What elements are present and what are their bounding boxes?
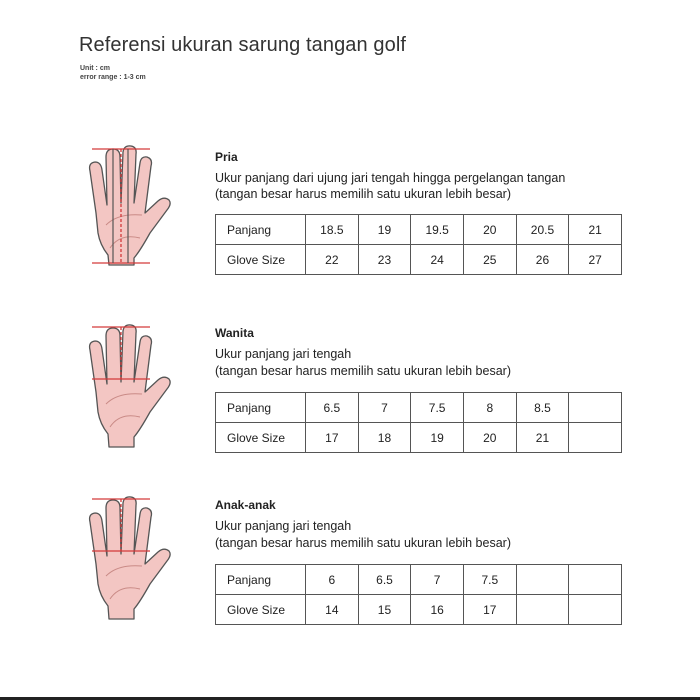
error-range-note: error range : 1-3 cm	[80, 74, 146, 81]
table-cell: 20	[463, 423, 516, 453]
size-table	[215, 564, 622, 625]
table-cell: 19	[411, 423, 464, 453]
table-cell: 19	[358, 215, 411, 245]
table-cell: 8.5	[516, 393, 569, 423]
table-cell: 18.5	[306, 215, 359, 245]
row-label: Panjang	[216, 565, 306, 595]
table-cell: 7	[358, 393, 411, 423]
table-cell	[569, 565, 622, 595]
section-desc-line-1: Ukur panjang dari ujung jari tengah hingga pergelangan tangan	[215, 171, 566, 185]
table-cell	[516, 565, 569, 595]
row-label: Panjang	[216, 393, 306, 423]
row-label: Panjang	[216, 215, 306, 245]
row-label: Glove Size	[216, 595, 306, 625]
table-row-panjang	[216, 393, 622, 423]
table-row-glove-size	[216, 245, 622, 275]
hand-measure-finger-icon	[70, 322, 180, 452]
table-cell: 26	[516, 245, 569, 275]
section-desc-line-1: Ukur panjang jari tengah	[215, 347, 352, 361]
table-row-glove-size	[216, 423, 622, 453]
section-desc-line-2: (tangan besar harus memilih satu ukuran lebih besar)	[215, 364, 511, 378]
table-cell	[569, 423, 622, 453]
table-cell: 23	[358, 245, 411, 275]
table-cell: 15	[358, 595, 411, 625]
row-label: Glove Size	[216, 245, 306, 275]
table-cell: 19.5	[411, 215, 464, 245]
section-title: Anak-anak	[215, 498, 276, 512]
table-cell: 16	[411, 595, 464, 625]
section-title: Wanita	[215, 326, 254, 340]
size-table	[215, 392, 622, 453]
table-cell: 6.5	[306, 393, 359, 423]
table-cell: 8	[463, 393, 516, 423]
table-cell	[569, 393, 622, 423]
hand-measure-finger-icon	[70, 494, 180, 624]
unit-note: Unit : cm	[80, 65, 110, 72]
hand-measure-full-length-icon	[70, 143, 180, 273]
table-row-glove-size	[216, 595, 622, 625]
page-title: Referensi ukuran sarung tangan golf	[79, 34, 407, 56]
table-row-panjang	[216, 565, 622, 595]
table-cell: 6.5	[358, 565, 411, 595]
table-cell: 24	[411, 245, 464, 275]
table-row-panjang	[216, 215, 622, 245]
section-desc-line-2: (tangan besar harus memilih satu ukuran lebih besar)	[215, 536, 511, 550]
table-cell: 17	[306, 423, 359, 453]
section-desc-line-2: (tangan besar harus memilih satu ukuran lebih besar)	[215, 187, 511, 201]
row-label: Glove Size	[216, 423, 306, 453]
table-cell: 27	[569, 245, 622, 275]
size-table	[215, 214, 622, 275]
table-cell: 21	[516, 423, 569, 453]
table-cell: 22	[306, 245, 359, 275]
table-cell: 21	[569, 215, 622, 245]
table-cell	[569, 595, 622, 625]
table-cell	[516, 595, 569, 625]
table-cell: 7	[411, 565, 464, 595]
section-title: Pria	[215, 150, 238, 164]
table-cell: 7.5	[463, 565, 516, 595]
table-cell: 17	[463, 595, 516, 625]
section-desc-line-1: Ukur panjang jari tengah	[215, 519, 352, 533]
table-cell: 7.5	[411, 393, 464, 423]
table-cell: 25	[463, 245, 516, 275]
table-cell: 20.5	[516, 215, 569, 245]
table-cell: 20	[463, 215, 516, 245]
table-cell: 14	[306, 595, 359, 625]
table-cell: 18	[358, 423, 411, 453]
table-cell: 6	[306, 565, 359, 595]
